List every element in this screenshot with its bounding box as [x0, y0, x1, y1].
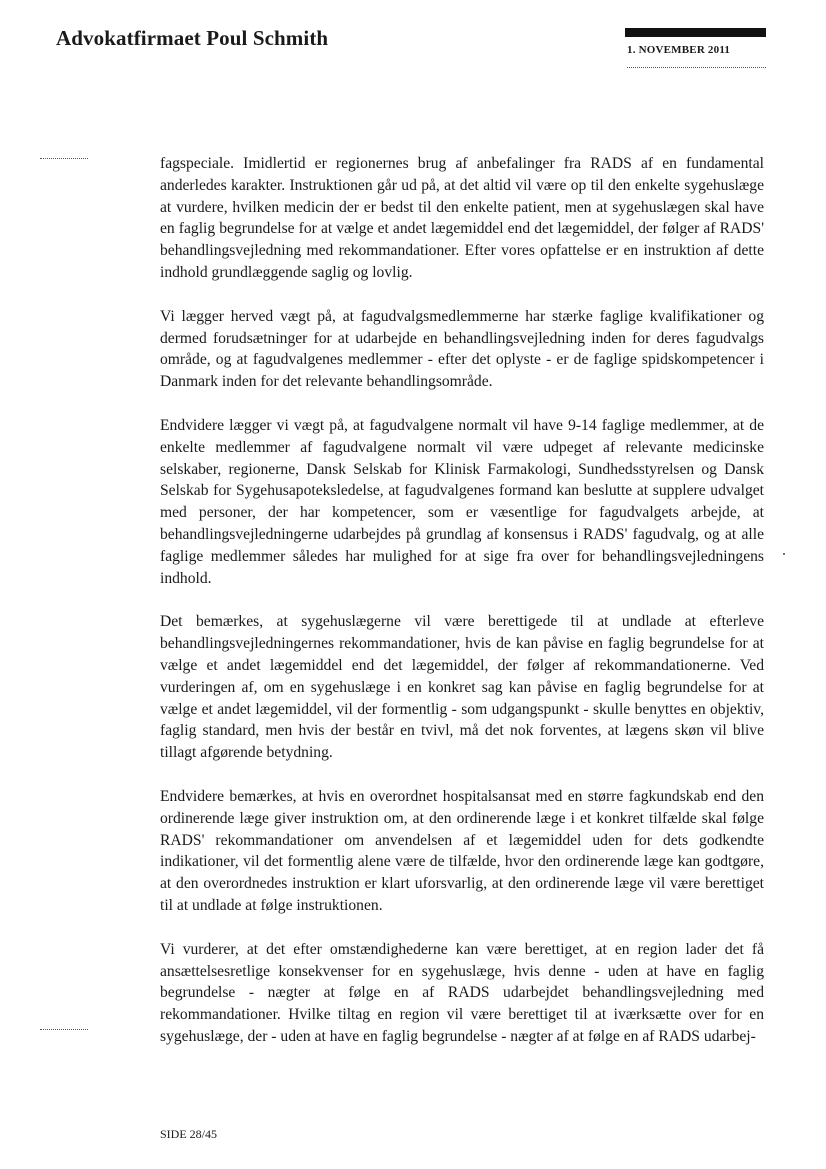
paragraph-3: Endvidere lægger vi vægt på, at fagudvalgene normalt vil have 9-14 faglige medlemmer, at de enkelte medlemmer af fagudvalgene normalt vil være udpeget af relevante medicinske selskaber, regionerne, Dansk Selskab for Klinisk Farmakologi, Sundhedsstyrelsen og Dansk Selskab for Sygehusapoteksledelse, at fagudvalgenes formand kan beslutte at supplere udvalget med personer, der har kompetencer, som er væsentlige for fagudvalgets arbejde, at behandlingsvejledningerne udarbejdes på grundlag af konsensus i RADS' fagudvalg, og at alle faglige medlemmer således har mulighed for at sige fra over for behandlingsvejledningens indhold. — [160, 416, 764, 587]
header-black-bar — [625, 28, 766, 37]
document-date: 1. NOVEMBER 2011 — [627, 44, 731, 56]
paragraph-5: Endvidere bemærkes, at hvis en overordnet hospitalsansat med en større fagkundskab end den ordinerende læge giver instruktion om, at den ordinerende læge i et konkret tilfælde skal følge RADS' rekommandationer om anvendelsen af et lægemiddel uden for dets godkendte indikationer, vil det formentlig alene være de tilfælde, hvor den ordinerende læge kan godtgøre, at den overordnedes instruktion er klart uforsvarlig, at den ordinerende læge vil være berettiget til at undlade at følge instruktionen. — [160, 787, 764, 914]
firm-name: Advokatfirmaet Poul Schmith — [56, 26, 329, 50]
paragraph-1: fagspeciale. Imidlertid er regionernes brug af anbefalinger fra RADS af en fundamental anderledes karakter. Instruktionen går ud på, at det altid vil være op til den enkelte sygehuslæge at vurdere, hvilken medicin der er bedst til den enkelte patient, men at sygehuslægen skal have en faglig begrundelse for at vælge et andet lægemiddel end det lægemiddel, der følger af RADS' behandlingsvejledning med rekommandationer. Efter vores opfattelse er en instruktion af dette indhold grundlæggende saglig og lovlig. — [160, 155, 764, 281]
stray-dot — [783, 553, 785, 555]
margin-mark-bottom — [40, 1029, 88, 1030]
body-text — [160, 153, 764, 1070]
paragraph-4: Det bemærkes, at sygehuslægerne vil være berettigede til at undlade at efterleve behandlingsvejledningernes rekommandationer, hvis de kan påvise en faglig begrundelse for at vælge et andet lægemiddel end det lægemiddel, der følger af rekommandationerne. Ved vurderingen af, om en sygehuslæge i en konkret sag kan påvise en faglig begrundelse for at vælge et andet lægemiddel, vil der formentlig - som udgangspunkt - skulle benyttes en objektiv, faglig standard, men hvis der består en tvivl, må det nok forventes, at lægens skøn vil blive tillagt afgørende betydning. — [160, 613, 764, 762]
date-dotted-rule — [627, 67, 766, 68]
paragraph-2: Vi lægger herved vægt på, at fagudvalgsmedlemmerne har stærke faglige kvalifikationer og dermed forudsætninger for at udarbejde en behandlingsvejledning inden for deres fagudvalgs område, og at fagudvalgenes medlemmer - efter det oplyste - er de faglige spidskompetencer i Danmark inden for det relevante behandlingsområde. — [160, 307, 764, 391]
paragraph-6: Vi vurderer, at det efter omstændighederne kan være berettiget, at en region lader det få ansættelsesretlige konsekvenser for en sygehuslæge, hvis denne - uden at have en faglig begrundelse - nægter at følge en af RADS udarbejdet behandlingsvejledning med rekommandationer. Hvilke tiltag en region vil være berettiget til at iværksætte over for en sygehuslæge, der - uden at have en faglig begrundelse - nægter af at følge en af RADS udarbej- — [160, 940, 764, 1045]
margin-mark-top — [40, 158, 88, 159]
page-number: SIDE 28/45 — [160, 1127, 217, 1141]
